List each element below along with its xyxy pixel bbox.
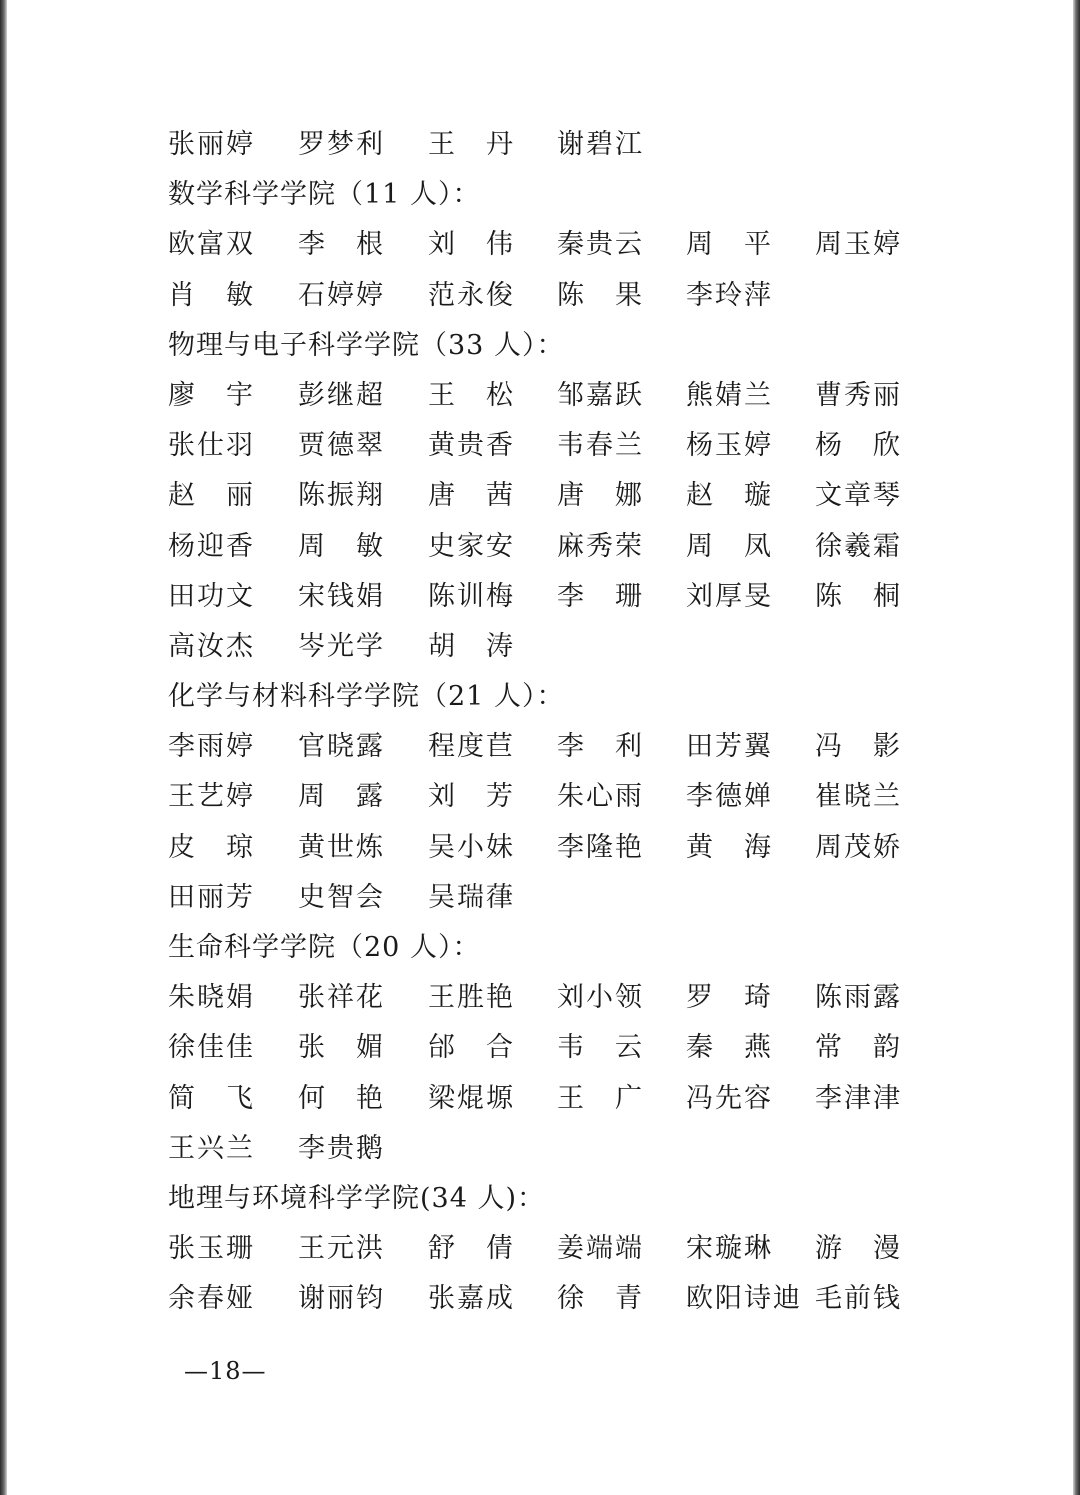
person-name: 常 韵 [815,1032,902,1064]
person-name: 张仕羽 [168,430,255,462]
person-name: 梁焜塬 [428,1082,515,1114]
person-name: 史智会 [298,881,385,913]
person-name: 唐 娜 [557,480,644,512]
person-name: 简 飞 [168,1082,255,1114]
person-name: 王 广 [557,1082,644,1114]
person-name: 杨玉婷 [686,430,773,462]
person-name: 王 松 [428,379,515,411]
person-name: 廖 宇 [168,379,255,411]
person-name: 熊婧兰 [686,379,773,411]
person-name: 韦春兰 [557,430,644,462]
person-name: 周 平 [686,229,773,261]
person-name: 李雨婷 [168,731,255,763]
person-name: 李贵鹅 [298,1132,385,1164]
name-row [168,622,928,672]
person-name: 赵 丽 [168,480,255,512]
person-name: 王艺婷 [168,781,255,813]
person-name: 李 根 [298,229,385,261]
person-name: 黄世炼 [298,831,385,863]
person-name: 宋钱娟 [298,580,385,612]
person-name: 余春娅 [168,1283,255,1315]
person-name: 杨迎香 [168,530,255,562]
person-name: 姜端端 [557,1233,644,1265]
person-name: 程度苣 [428,731,515,763]
person-name: 冯先容 [686,1082,773,1114]
person-name: 田芳翼 [686,731,773,763]
person-name: 石婷婷 [298,279,385,311]
person-name: 周 凤 [686,530,773,562]
page-edge-right [1073,0,1080,1495]
person-name: 崔晓兰 [815,781,902,813]
section-heading: 生命科学学院（20 人）： [168,932,481,963]
person-name: 肖 敏 [168,279,255,311]
person-name: 舒 倩 [428,1233,515,1265]
person-name: 李德婵 [686,781,773,813]
person-name: 张玉珊 [168,1233,255,1265]
person-name: 杨 欣 [815,430,902,462]
person-name: 陈振翔 [298,480,385,512]
person-name: 官晓露 [298,731,385,763]
person-name: 皮 琼 [168,831,255,863]
name-row [168,572,928,622]
person-name: 范永俊 [428,279,515,311]
person-name: 唐 茜 [428,480,515,512]
person-name: 李隆艳 [557,831,644,863]
person-name: 冯 影 [815,731,902,763]
person-name: 刘厚旻 [686,580,773,612]
person-name: 刘小领 [557,982,644,1014]
person-name: 宋璇琳 [686,1233,773,1265]
person-name: 秦贵云 [557,229,644,261]
person-name: 李玲萍 [686,279,773,311]
person-name: 朱心雨 [557,781,644,813]
person-name: 曹秀丽 [815,379,902,411]
section-heading: 物理与电子科学学院（33 人）： [168,329,565,361]
name-row [168,1124,928,1174]
person-name: 麻秀荣 [557,530,644,562]
person-name: 高汝杰 [168,630,255,662]
person-name: 周玉婷 [815,229,902,261]
page-number: —18— [184,1357,267,1385]
person-name: 赵 璇 [686,480,773,512]
person-name: 张 媚 [298,1032,385,1064]
name-row [168,873,928,923]
name-row [168,120,928,170]
person-name: 黄 海 [686,831,773,863]
person-name: 陈 桐 [815,580,902,612]
name-row [168,1074,928,1124]
person-name: 吴小妹 [428,831,515,863]
person-name: 游 漫 [815,1233,902,1265]
person-name: 徐佳佳 [168,1032,255,1064]
person-name: 周 敏 [298,530,385,562]
person-name: 欧富双 [168,229,255,261]
person-name: 周 露 [298,781,385,813]
person-name: 胡 涛 [428,630,515,662]
person-name: 谢碧江 [557,129,644,160]
person-name: 邰 合 [428,1032,515,1064]
person-name: 王 丹 [428,129,515,160]
person-name: 李 珊 [557,580,644,612]
section-heading: 化学与材料科学学院（21 人）： [168,681,565,713]
name-row [168,371,928,421]
person-name: 陈 果 [557,279,644,311]
name-row [168,823,928,873]
person-name: 韦 云 [557,1032,644,1064]
person-name: 陈训梅 [428,580,515,612]
person-name: 李 利 [557,731,644,763]
person-name: 毛前钱 [815,1283,902,1315]
person-name: 邹嘉跃 [557,379,644,411]
person-name: 谢丽钧 [298,1283,385,1315]
person-name: 王兴兰 [168,1132,255,1164]
name-row [168,1023,928,1073]
person-name: 李津津 [815,1082,902,1114]
person-name: 田功文 [168,580,255,612]
person-name: 贾德翠 [298,430,385,462]
person-name: 朱晓娟 [168,982,255,1014]
person-name: 田丽芳 [168,881,255,913]
person-name: 周茂娇 [815,831,902,863]
person-name: 刘 芳 [428,781,515,813]
section-heading: 数学科学学院（11 人）： [168,179,481,211]
person-name: 吴瑞葎 [428,881,515,913]
name-list [168,120,928,1325]
person-name: 张嘉成 [428,1283,515,1315]
person-name: 陈雨露 [815,982,902,1014]
name-row [168,522,928,572]
name-row [168,772,928,822]
person-name: 彭继超 [298,379,385,411]
person-name: 徐 青 [557,1283,644,1315]
name-row [168,421,928,471]
name-row [168,722,928,772]
name-row [168,973,928,1023]
name-row [168,271,928,321]
section-heading: 地理与环境科学学院(34 人)： [168,1182,546,1214]
person-name: 秦 燕 [686,1032,773,1064]
person-name: 罗 琦 [686,982,773,1014]
person-name: 刘 伟 [428,229,515,261]
person-name: 文章琴 [815,480,902,512]
person-name: 王胜艳 [428,982,515,1014]
person-name: 欧阳诗迪 [686,1283,802,1315]
person-name: 何 艳 [298,1082,385,1114]
page-edge-left [0,0,7,1495]
person-name: 罗梦利 [298,129,385,160]
person-name: 张祥花 [298,982,385,1014]
person-name: 张丽婷 [168,129,255,160]
name-row [168,471,928,521]
person-name: 徐羲霜 [815,530,902,562]
person-name: 岑光学 [298,630,385,662]
name-row [168,220,928,270]
person-name: 史家安 [428,530,515,562]
name-row [168,1224,928,1274]
person-name: 黄贵香 [428,430,515,462]
name-row [168,1274,928,1324]
person-name: 王元洪 [298,1233,385,1265]
